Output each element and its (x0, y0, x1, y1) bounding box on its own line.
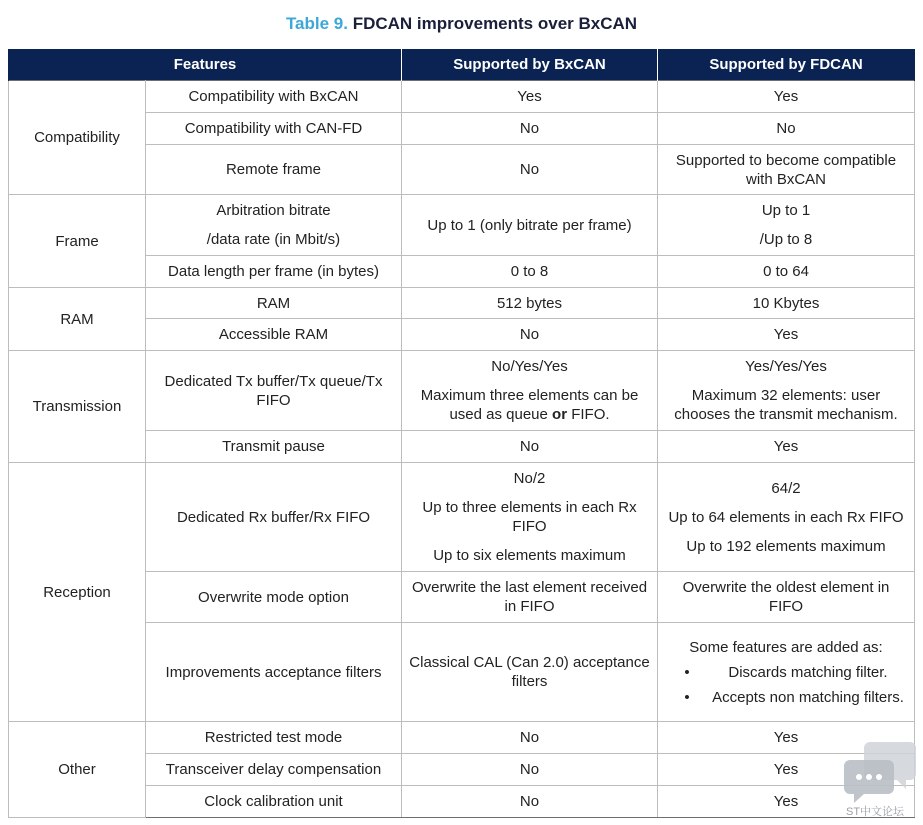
table-row (9, 288, 915, 319)
bullet-dot: • (684, 688, 690, 706)
bullet-text: Discards matching filter. (728, 663, 888, 681)
category-cell: RAM (9, 288, 146, 351)
bxcan-cell: 0 to 8 (402, 256, 658, 288)
feature-cell: Improvements acceptance filters (146, 623, 402, 722)
table-row (9, 722, 915, 754)
fdcan-cell: Yes (658, 786, 915, 818)
bxcan-line: No/2 (513, 470, 546, 487)
bxcan-cell (402, 351, 658, 431)
bxcan-cell: Classical CAL (Can 2.0) acceptance filters (402, 623, 658, 722)
feature-cell: Clock calibration unit (146, 786, 402, 818)
comparison-table (8, 49, 915, 818)
feature-cell: Overwrite mode option (146, 572, 402, 623)
feature-cell: Accessible RAM (146, 319, 402, 351)
feature-cell: Compatibility with BxCAN (146, 81, 402, 113)
fdcan-cell (658, 463, 915, 572)
bxcan-cell: No (402, 145, 658, 195)
fdcan-cell: No (658, 113, 915, 145)
category-cell: Compatibility (9, 81, 146, 195)
fdcan-line: Up to 1 (761, 202, 811, 219)
table-number: Table 9. (285, 14, 348, 33)
fdcan-line: Maximum 32 elements: user chooses the transmit mechanism. (674, 387, 898, 423)
fdcan-cell: Yes (658, 722, 915, 754)
bxcan-cell: No (402, 754, 658, 786)
feature-cell: Restricted test mode (146, 722, 402, 754)
bxcan-text: Maximum three elements can be used as queue (420, 387, 639, 423)
header-row (9, 49, 915, 81)
fdcan-cell: Supported to become compatible with BxCAN (658, 145, 915, 195)
category-cell: Reception (9, 463, 146, 722)
table-title (0, 14, 923, 34)
table-row (9, 195, 915, 256)
fdcan-cell (658, 195, 915, 256)
bullet-dot: • (684, 663, 690, 681)
bxcan-cell: No (402, 113, 658, 145)
bxcan-line: Up to six elements maximum (433, 547, 626, 564)
feature-cell (146, 195, 402, 256)
table-row (9, 463, 915, 572)
feature-line: Arbitration bitrate (216, 202, 331, 219)
bxcan-line (408, 386, 651, 424)
bxcan-cell: Yes (402, 81, 658, 113)
fdcan-line: 64/2 (771, 479, 801, 497)
header-features: Features (9, 49, 402, 81)
fdcan-cell: Yes (658, 754, 915, 786)
feature-cell: Dedicated Tx buffer/Tx queue/Tx FIFO (146, 351, 402, 431)
header-bxcan: Supported by BxCAN (402, 49, 658, 81)
bxcan-bold-text: or (552, 406, 568, 423)
bxcan-text: FIFO. (567, 406, 610, 423)
bxcan-cell: No (402, 431, 658, 463)
category-cell: Frame (9, 195, 146, 288)
category-cell: Transmission (9, 351, 146, 463)
fdcan-cell: Yes (658, 431, 915, 463)
header-fdcan: Supported by FDCAN (658, 49, 915, 81)
feature-cell: RAM (146, 288, 402, 319)
fdcan-cell: Overwrite the oldest element in FIFO (658, 572, 915, 623)
feature-cell: Compatibility with CAN-FD (146, 113, 402, 145)
fdcan-cell (658, 351, 915, 431)
category-cell: Other (9, 722, 146, 818)
bxcan-cell: No (402, 319, 658, 351)
watermark-text: ST中文论坛 (846, 806, 905, 818)
table-row (9, 81, 915, 113)
fdcan-cell: Yes (658, 319, 915, 351)
bxcan-cell: 512 bytes (402, 288, 658, 319)
feature-cell: Transceiver delay compensation (146, 754, 402, 786)
feature-cell: Remote frame (146, 145, 402, 195)
table-row (9, 351, 915, 431)
feature-cell: Data length per frame (in bytes) (146, 256, 402, 288)
bxcan-cell: Overwrite the last element received in FIFO (402, 572, 658, 623)
bxcan-cell: No (402, 722, 658, 754)
fdcan-cell: 0 to 64 (658, 256, 915, 288)
fdcan-line: Yes/Yes/Yes (745, 358, 827, 375)
fdcan-line: Up to 192 elements maximum (686, 537, 886, 555)
fdcan-line: Up to 64 elements in each Rx FIFO (668, 508, 904, 526)
bxcan-cell (402, 463, 658, 572)
feature-cell: Dedicated Rx buffer/Rx FIFO (146, 463, 402, 572)
fdcan-cell: Yes (658, 81, 915, 113)
fdcan-cell (658, 623, 915, 722)
table-title-text: FDCAN improvements over BxCAN (352, 14, 638, 33)
feature-cell: Transmit pause (146, 431, 402, 463)
fdcan-cell: 10 Kbytes (658, 288, 915, 319)
bullet-text: Accepts non matching filters. (712, 688, 904, 706)
bullet-item (664, 663, 908, 682)
feature-line: /data rate (in Mbit/s) (206, 231, 341, 248)
fdcan-line: /Up to 8 (759, 231, 813, 248)
bxcan-line: No/Yes/Yes (491, 358, 568, 375)
fdcan-intro: Some features are added as: (689, 638, 883, 656)
bxcan-line: Up to three elements in each Rx FIFO (422, 499, 637, 535)
bxcan-cell: Up to 1 (only bitrate per frame) (402, 195, 658, 256)
bullet-item (664, 688, 908, 707)
bxcan-cell: No (402, 786, 658, 818)
